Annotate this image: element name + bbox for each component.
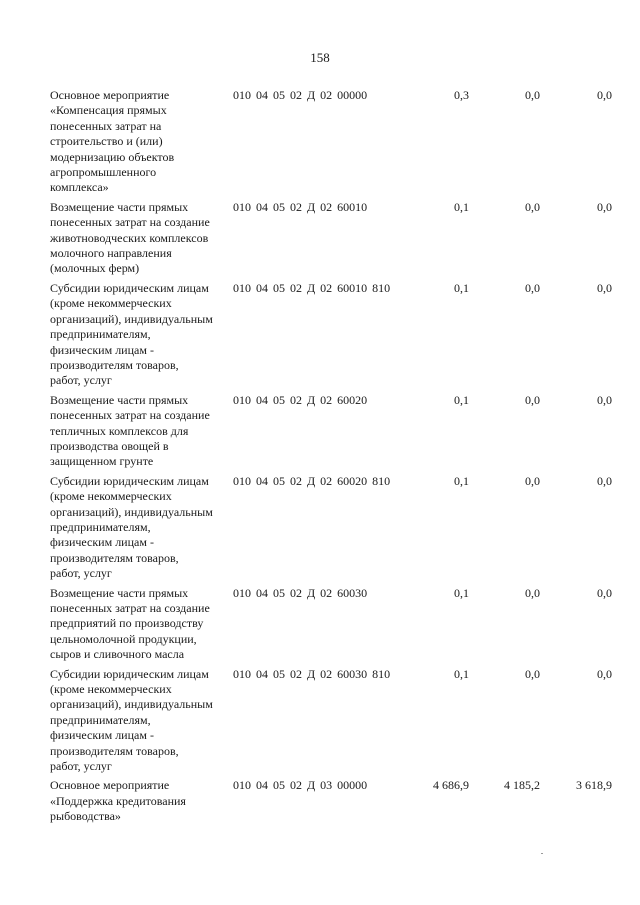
row-code: 010 04 05 02 Д 02 60020 810	[233, 473, 391, 488]
row-value-3: 0,0	[597, 392, 612, 407]
budget-table	[50, 88, 620, 825]
row-value-3: 0,0	[597, 199, 612, 214]
table-row	[50, 200, 620, 277]
row-name: Возмещение части прямых понесенных затрат на создание тепличных комплексов для производства овощей в защищенном грунте	[50, 392, 210, 469]
row-value-2: 0,0	[525, 280, 540, 295]
row-value-2: 0,0	[525, 88, 540, 102]
row-code: 010 04 05 02 Д 02 60030 810	[233, 666, 391, 681]
table-row	[50, 778, 620, 824]
scan-speck	[541, 853, 543, 854]
row-value-2: 4 185,2	[504, 778, 540, 793]
row-code: 010 04 05 02 Д 02 60010	[233, 199, 368, 214]
row-value-2: 0,0	[525, 392, 540, 407]
table-row	[50, 667, 620, 775]
page-number: 158	[310, 50, 330, 65]
row-value-3: 0,0	[597, 473, 612, 488]
row-code: 010 04 05 02 Д 02 60030	[233, 585, 368, 600]
row-value-2: 0,0	[525, 199, 540, 214]
row-value-3: 0,0	[597, 585, 612, 600]
row-name: Возмещение части прямых понесенных затрат на создание предприятий по производству цельномолочной продукции, сыров и сливочного масла	[50, 585, 210, 662]
row-value-1: 4 686,9	[433, 778, 469, 793]
row-name: Основное мероприятие «Компенсация прямых понесенных затрат на строительство и (или) модернизацию объектов агропромышленного комплекса»	[50, 88, 175, 195]
table-row	[50, 586, 620, 663]
row-value-3: 0,0	[597, 280, 612, 295]
row-value-1: 0,1	[454, 473, 469, 488]
row-value-1: 0,1	[454, 280, 469, 295]
row-code: 010 04 05 02 Д 02 60020	[233, 392, 368, 407]
row-code: 010 04 05 02 Д 03 00000	[233, 778, 368, 793]
row-name: Возмещение части прямых понесенных затрат на создание животноводческих комплексов молочного направления (молочных ферм)	[50, 199, 210, 276]
row-name: Субсидии юридическим лицам (кроме некоммерческих организаций), индивидуальным предпринимателям, физическим лицам - производителям товаров, работ, услуг	[50, 280, 213, 388]
row-value-3: 3 618,9	[576, 778, 612, 793]
table-row	[50, 393, 620, 470]
row-value-2: 0,0	[525, 666, 540, 681]
row-name: Субсидии юридическим лицам (кроме некоммерческих организаций), индивидуальным предпринимателям, физическим лицам - производителям товаров, работ, услуг	[50, 473, 213, 581]
row-name: Субсидии юридическим лицам (кроме некоммерческих организаций), индивидуальным предпринимателям, физическим лицам - производителям товаров, работ, услуг	[50, 666, 213, 774]
table-row	[50, 88, 620, 196]
row-value-1: 0,1	[454, 392, 469, 407]
row-code: 010 04 05 02 Д 02 00000	[233, 88, 368, 102]
row-code: 010 04 05 02 Д 02 60010 810	[233, 280, 391, 295]
row-value-3: 0,0	[597, 666, 612, 681]
row-value-1: 0,3	[454, 88, 469, 102]
row-name: Основное мероприятие «Поддержка кредитования рыбоводства»	[50, 778, 186, 824]
row-value-1: 0,1	[454, 199, 469, 214]
row-value-1: 0,1	[454, 585, 469, 600]
row-value-1: 0,1	[454, 666, 469, 681]
row-value-2: 0,0	[525, 585, 540, 600]
row-value-3: 0,0	[597, 88, 612, 102]
table-row	[50, 281, 620, 389]
table-row	[50, 474, 620, 582]
row-value-2: 0,0	[525, 473, 540, 488]
